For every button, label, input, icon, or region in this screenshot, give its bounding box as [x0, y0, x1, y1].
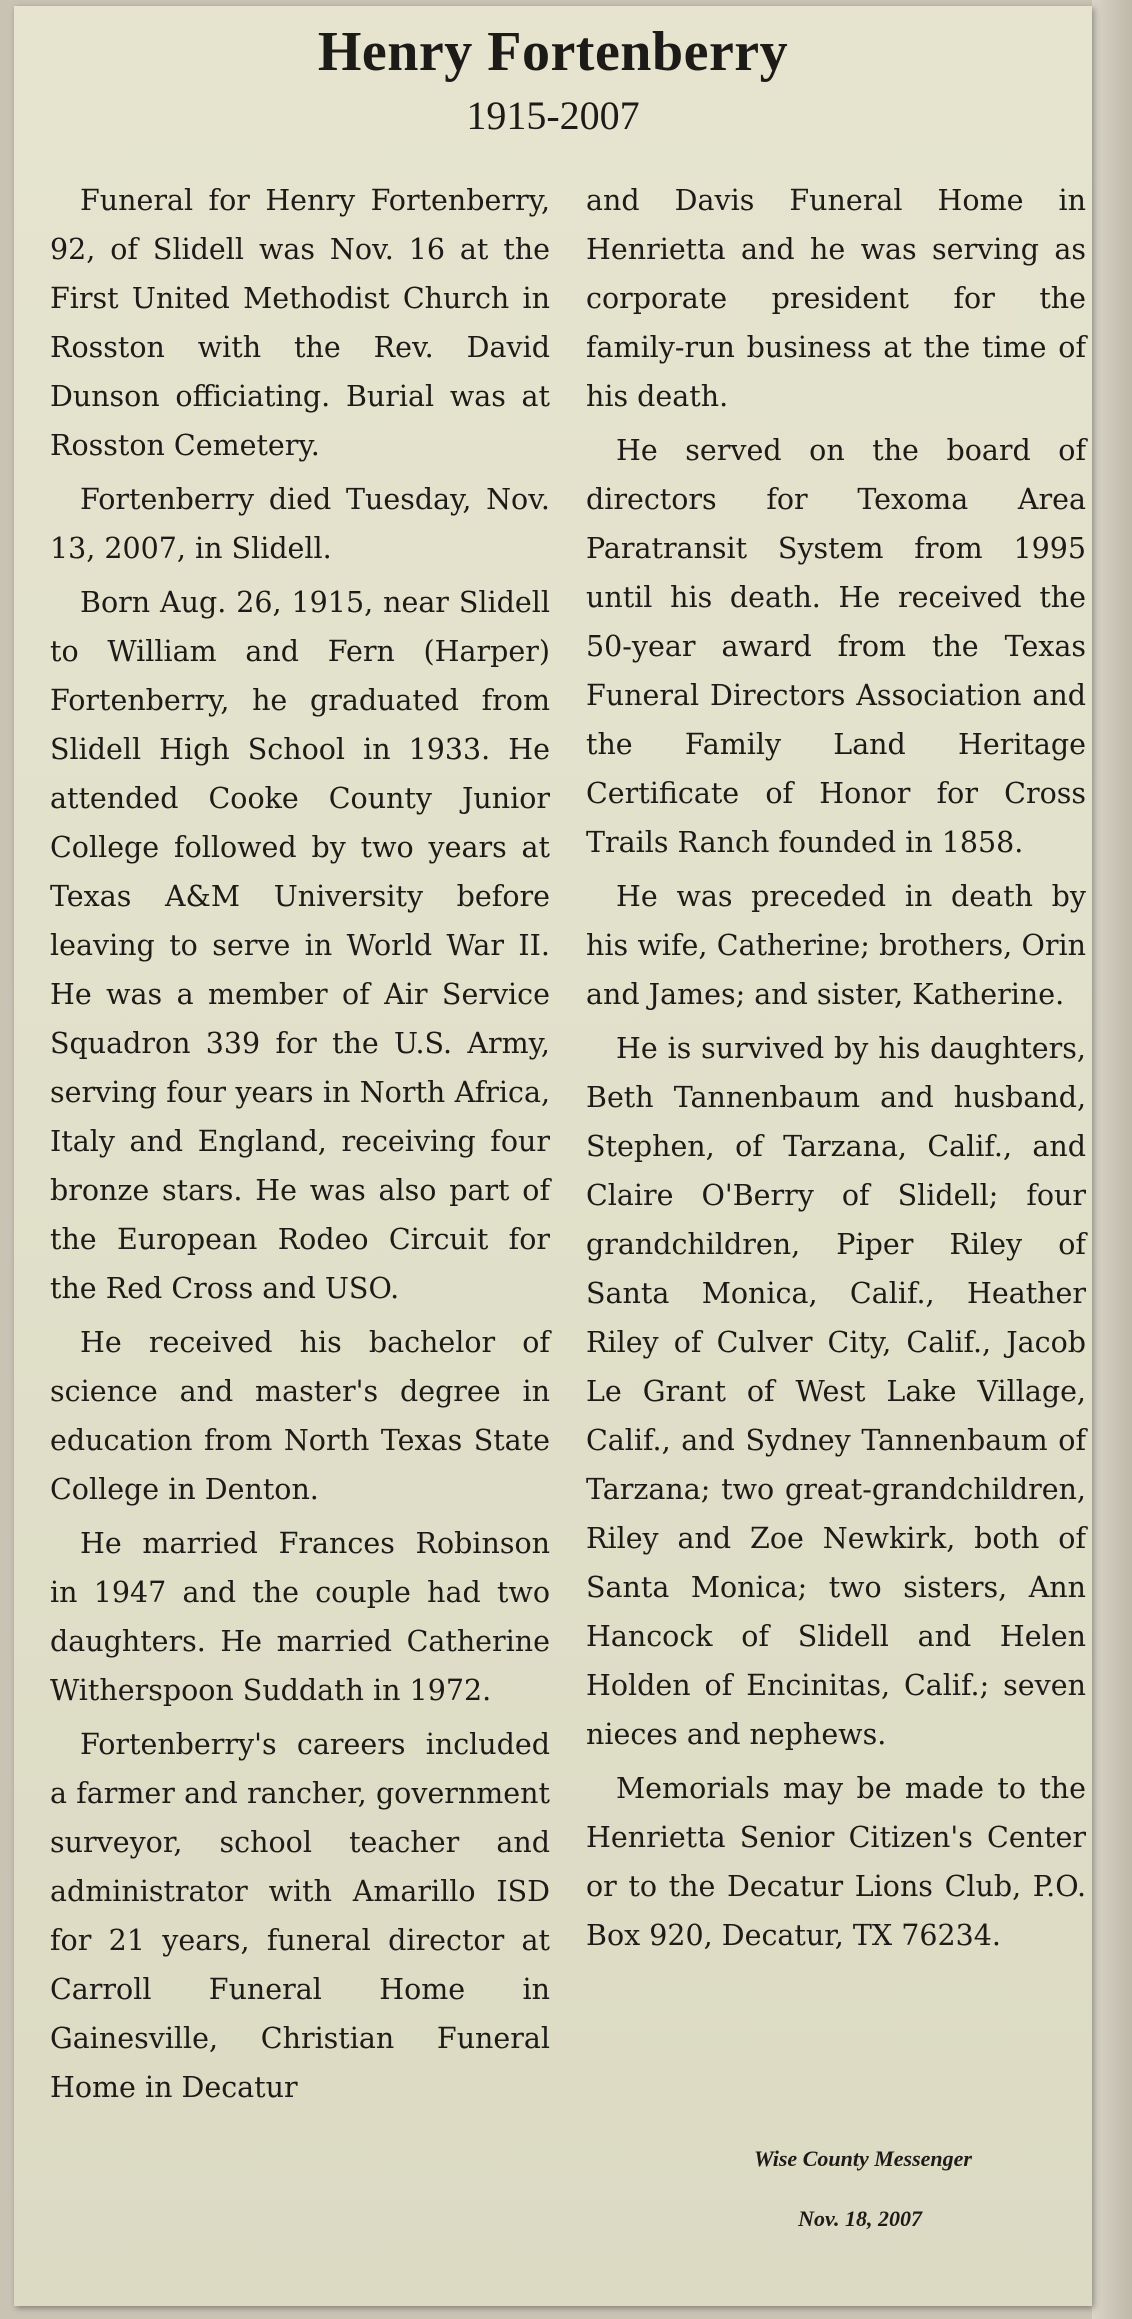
paragraph: He served on the board of directors for Texoma Area Paratransit System from 1995 until his death. He received the 50-year award from the Texas Funeral Directors Association and the Family Land Heritage Certificate of Honor for Cross Trails Ranch founded in 1858.: [586, 434, 1086, 859]
paragraph: He is survived by his daughters, Beth Tannenbaum and husband, Stephen, of Tarzana, Calif., and Claire O'Berry of Slidell; four grandchildren, Piper Riley of Santa Monica, Calif., Heather Riley of Culver City, Calif., Jacob Le Grant of West Lake Village, Calif., and Sydney Tannenbaum of Tarzana; two great-grandchildren, Riley and Zoe Newkirk, both of Santa Monica; two sisters, Ann Hancock of Slidell and Helen Holden of Encinitas, Calif.; seven nieces and nephews.: [586, 1032, 1086, 1751]
obituary-title: Henry Fortenberry: [317, 21, 789, 83]
publication-date: Nov. 18, 2007: [798, 2206, 922, 2231]
paragraph: Born Aug. 26, 1915, near Slidell to William and Fern (Harper) Fortenberry, he graduated from Slidell High School in 1933. He attended Cooke County Junior College followed by two years at Texas A&M University before leaving to serve in World War II. He was a member of Air Service Squadron 339 for the U.S. Army, serving four years in North Africa, Italy and England, receiving four bronze stars. He was also part of the European Rodeo Circuit for the Red Cross and USO.: [50, 586, 550, 1305]
paragraph-continued: and Davis Funeral Home in Henrietta and he was serving as corporate president for the family-run business at the time of his death.: [586, 184, 1086, 413]
paragraph: He was preceded in death by his wife, Catherine; brothers, Orin and James; and sister, Katherine.: [586, 880, 1086, 1011]
paragraph: He married Frances Robinson in 1947 and the couple had two daughters. He married Catherine Witherspoon Suddath in 1972.: [50, 1527, 550, 1707]
newspaper-source: Wise County Messenger: [754, 2146, 972, 2171]
paragraph: Funeral for Henry Fortenberry, 92, of Slidell was Nov. 16 at the First United Methodist Church in Rosston with the Rev. David Dunson officiating. Burial was at Rosston Cemetery.: [50, 184, 550, 462]
right-column: [586, 176, 1086, 1965]
background-edge: [1092, 0, 1132, 2319]
paragraph: Memorials may be made to the Henrietta Senior Citizen's Center or to the Decatur Lions Club, P.O. Box 920, Decatur, TX 76234.: [586, 1772, 1086, 1952]
paragraph: He received his bachelor of science and master's degree in education from North Texas State College in Denton.: [50, 1326, 550, 1506]
paragraph: Fortenberry died Tuesday, Nov. 13, 2007, in Slidell.: [50, 483, 550, 565]
obituary-years: 1915-2007: [466, 93, 640, 138]
left-column: [50, 176, 550, 2117]
paragraph: Fortenberry's careers included a farmer and rancher, government surveyor, school teacher and administrator with Amarillo ISD for 21 years, funeral director at Carroll Funeral Home in Gainesville, Christian Funeral Home in Decatur: [50, 1728, 550, 2104]
newspaper-clipping: [14, 6, 1092, 2306]
